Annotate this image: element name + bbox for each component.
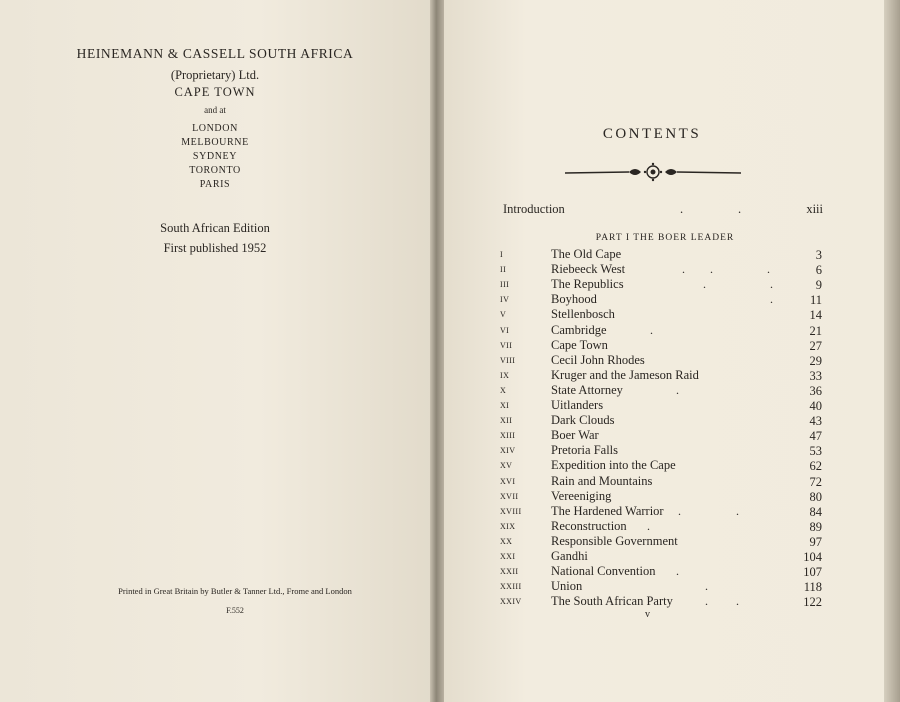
introduction-label: Introduction [503, 202, 565, 216]
chapter-number: I [500, 250, 504, 259]
chapter-row [500, 443, 822, 458]
chapter-number: XIII [500, 431, 516, 441]
chapter-number: V [500, 310, 507, 320]
leader-dot: . [770, 292, 773, 307]
imprint-page [0, 0, 432, 702]
chapter-row [500, 458, 822, 473]
chapter-row [500, 564, 822, 579]
chapter-row [500, 368, 822, 383]
chapter-page: 122 [803, 595, 822, 610]
chapter-row [500, 277, 822, 292]
chapter-title: The South African Party [551, 594, 673, 609]
leader-dot: . [703, 277, 706, 292]
chapter-page: 43 [809, 414, 822, 429]
chapter-page: 29 [809, 353, 822, 368]
leader-dot: . [650, 322, 653, 337]
printer-line: Printed in Great Britain by Butler & Tanner Ltd., Frome and London [118, 586, 352, 596]
chapter-title: The Republics [551, 277, 624, 292]
city-item: TORONTO [189, 165, 241, 176]
publisher-city: CAPE TOWN [174, 85, 256, 99]
chapter-page: 84 [809, 504, 822, 519]
chapter-number: VII [500, 340, 513, 350]
chapter-page: 107 [803, 565, 822, 580]
chapter-title: Rain and Mountains [551, 473, 653, 488]
chapter-row [500, 398, 822, 413]
chapter-page: 40 [809, 399, 822, 413]
chapter-number: XV [500, 461, 513, 471]
chapter-title: Pretoria Falls [551, 443, 619, 458]
ornament-icon [565, 162, 741, 182]
first-published: First published 1952 [163, 241, 267, 255]
chapter-number: XXIV [500, 597, 522, 607]
chapter-row [500, 292, 822, 307]
chapter-number: III [500, 280, 510, 290]
chapter-page: 118 [803, 580, 822, 595]
chapter-page: 72 [809, 474, 822, 489]
chapter-title: Dark Clouds [551, 413, 615, 428]
chapter-page: 27 [809, 338, 822, 353]
city-item: PARIS [199, 179, 231, 190]
leader-dot: . [682, 262, 685, 277]
chapter-title: State Attorney [551, 382, 623, 397]
chapter-row [500, 579, 822, 594]
chapter-row [500, 594, 822, 609]
chapter-row [500, 307, 822, 322]
chapter-title: The Old Cape [551, 247, 622, 261]
chapter-page: 3 [815, 248, 822, 262]
chapter-row [500, 413, 822, 428]
chapter-title: Reconstruction [551, 518, 627, 533]
chapter-number: IX [500, 370, 510, 380]
chapter-page: 14 [809, 308, 822, 323]
publisher-subtitle: (Proprietary) Ltd. [170, 68, 260, 82]
city-list [50, 122, 380, 192]
chapter-number: XVI [500, 476, 516, 486]
chapter-number: IV [500, 295, 510, 305]
leader-dot: . [770, 277, 773, 292]
chapter-page: 6 [815, 263, 822, 278]
publisher-name: HEINEMANN & CASSELL SOUTH AFRICA [76, 46, 354, 61]
chapter-number: XX [500, 536, 513, 546]
chapter-title: Responsible Government [551, 533, 678, 548]
chapter-title: Boer War [551, 428, 599, 443]
chapter-title: Gandhi [551, 549, 588, 563]
chapter-row [500, 474, 822, 489]
leader-dot: . [710, 262, 713, 277]
print-code: F.552 [226, 606, 244, 615]
chapter-title: The Hardened Warrior [551, 503, 664, 518]
chapter-number: II [500, 265, 507, 275]
chapter-title: Kruger and the Jameson Raid [551, 367, 699, 382]
chapter-number: XVII [500, 491, 519, 501]
and-at-label: and at [204, 105, 226, 115]
book-gutter [430, 0, 444, 702]
chapter-title: Boyhood [551, 292, 597, 307]
chapter-number: XI [500, 401, 510, 410]
chapter-page: 104 [803, 550, 822, 564]
leader-dot: . [647, 518, 650, 533]
chapter-page: 36 [809, 383, 822, 398]
chapter-row [500, 247, 822, 262]
chapter-number: XII [500, 416, 513, 426]
chapter-number: XIV [500, 446, 516, 456]
page-folio: v [645, 609, 650, 620]
part-heading: PART I THE BOER LEADER [595, 233, 735, 243]
chapter-row [500, 262, 822, 277]
leader-dot: . [680, 202, 684, 216]
chapter-row [500, 383, 822, 398]
chapter-row [500, 519, 822, 534]
city-item: SYDNEY [192, 151, 238, 162]
chapter-page: 53 [809, 444, 822, 459]
chapter-number: VI [500, 325, 510, 335]
chapter-number: XXIII [500, 582, 522, 592]
chapter-page: 80 [809, 489, 822, 504]
chapter-number: XXI [500, 552, 516, 561]
city-item: MELBOURNE [181, 137, 249, 148]
chapter-title: Cecil John Rhodes [551, 352, 645, 367]
chapter-page: 11 [809, 293, 822, 308]
chapter-row [500, 489, 822, 504]
edition-label: South African Edition [160, 221, 270, 235]
leader-dot: . [676, 564, 679, 579]
chapter-row [500, 428, 822, 443]
chapter-row [500, 323, 822, 338]
chapter-page: 33 [809, 368, 822, 383]
chapter-title: National Convention [551, 564, 656, 579]
leader-dot: . [738, 202, 742, 216]
leader-dot: . [767, 262, 770, 277]
page-edge [884, 0, 900, 702]
chapter-row [500, 534, 822, 549]
chapter-number: XXII [500, 567, 519, 577]
chapter-row [500, 338, 822, 353]
chapter-row [500, 504, 822, 519]
leader-dot: . [705, 579, 708, 594]
chapter-page: 21 [809, 323, 822, 338]
chapter-row [500, 549, 822, 564]
chapter-title: Expedition into the Cape [551, 458, 676, 473]
chapter-page: 97 [809, 534, 822, 549]
chapter-title: Cambridge [551, 322, 607, 337]
leader-dot: . [678, 503, 681, 518]
chapter-title: Union [551, 579, 583, 594]
chapter-title: Cape Town [551, 337, 608, 352]
chapter-number: XVIII [500, 506, 522, 516]
introduction-page: xiii [806, 202, 823, 216]
edition-info [50, 218, 380, 258]
chapter-page: 9 [815, 278, 822, 293]
chapter-title: Vereeniging [551, 488, 612, 503]
chapter-number: VIII [500, 355, 516, 365]
leader-dot: . [736, 594, 739, 609]
chapter-title: Stellenbosch [551, 307, 615, 322]
chapter-title: Riebeeck West [551, 262, 626, 277]
leader-dot: . [676, 382, 679, 397]
leader-dot: . [705, 594, 708, 609]
chapter-row [500, 353, 822, 368]
chapter-number: XIX [500, 521, 516, 531]
chapter-page: 62 [809, 459, 822, 474]
leader-dot: . [736, 503, 739, 518]
contents-title: CONTENTS [602, 126, 702, 142]
city-item: LONDON [192, 123, 238, 134]
chapter-number: X [500, 385, 507, 395]
chapter-title: Uitlanders [551, 398, 604, 412]
chapter-page: 47 [809, 429, 822, 444]
chapter-page: 89 [809, 519, 822, 534]
